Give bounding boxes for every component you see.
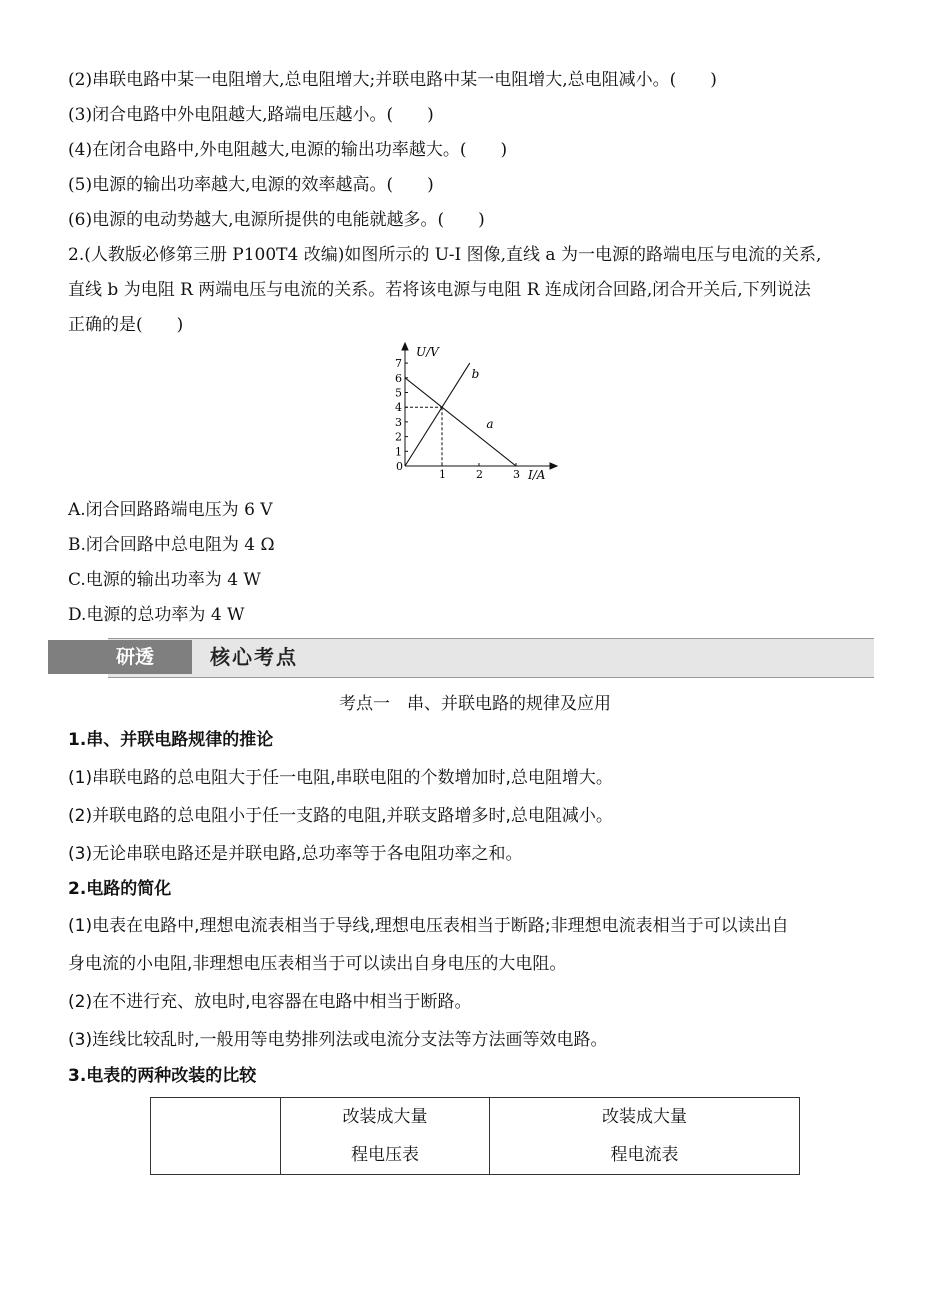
point3-heading: 3.电表的两种改装的比较 (68, 1066, 257, 1086)
judge-item-3: (3)闭合电路中外电阻越大,路端电压越小。( ) (68, 105, 434, 125)
judge-item-5: (5)电源的输出功率越大,电源的效率越高。( ) (68, 175, 434, 195)
section-tab: 研透 (78, 640, 192, 674)
y-tick-label: 1 (395, 445, 402, 459)
series-label-b: b (471, 366, 480, 381)
point1-heading: 1.串、并联电路规律的推论 (68, 730, 274, 750)
y-tick-label: 3 (395, 415, 402, 429)
option-d: D.电源的总功率为 4 W (68, 605, 245, 625)
y-tick-label: 5 (395, 386, 402, 400)
x-tick-label: 1 (439, 468, 446, 481)
table-header-ammeter (490, 1098, 800, 1175)
table-header-voltmeter-l2: 程电压表 (351, 1145, 419, 1165)
y-axis-arrow (402, 343, 408, 350)
y-tick-label: 7 (395, 357, 402, 371)
point1-item-3: (3)无论串联电路还是并联电路,总功率等于各电阻功率之和。 (68, 844, 523, 864)
x-axis-label: I/A (528, 468, 546, 482)
series-line-a (405, 378, 516, 466)
point1-item-1: (1)串联电路的总电阻大于任一电阻,串联电阻的个数增加时,总电阻增大。 (68, 768, 613, 788)
x-axis-arrow (550, 463, 557, 469)
topic-title: 考点一 串、并联电路的规律及应用 (339, 694, 611, 714)
section-title: 核心考点 (210, 645, 298, 669)
point2-item-3: (3)连线比较乱时,一般用等电势排列法或电流分支法等方法画等效电路。 (68, 1030, 608, 1050)
question2-line1: 2.(人教版必修第三册 P100T4 改编)如图所示的 U-I 图像,直线 a 为一电源的路端电压与电流的关系, (68, 245, 822, 265)
judge-item-2: (2)串联电路中某一电阻增大,总电阻增大;并联电路中某一电阻增大,总电阻减小。( ) (68, 70, 717, 90)
question2-line2: 直线 b 为电阻 R 两端电压与电流的关系。若将该电源与电阻 R 连成闭合回路,闭合开关后,下列说法 (68, 280, 811, 300)
table-row (151, 1098, 800, 1175)
x-tick-label: 3 (513, 468, 520, 481)
judge-item-6: (6)电源的电动势越大,电源所提供的电能就越多。( ) (68, 210, 485, 230)
table-header-voltmeter (281, 1098, 490, 1175)
option-a: A.闭合回路路端电压为 6 V (68, 500, 273, 520)
point1-item-2: (2)并联电路的总电阻小于任一支路的电阻,并联支路增多时,总电阻减小。 (68, 806, 613, 826)
option-b: B.闭合回路中总电阻为 4 Ω (68, 535, 275, 555)
option-c: C.电源的输出功率为 4 W (68, 570, 261, 590)
table-header-ammeter-l2: 程电流表 (610, 1145, 679, 1165)
series-label-a: a (486, 416, 494, 431)
series-line-b (405, 363, 470, 466)
question2-line3: 正确的是( ) (68, 315, 184, 335)
table-header-ammeter-l1: 改装成大量 (602, 1107, 687, 1127)
origin-label: 0 (396, 460, 403, 473)
point2-heading: 2.电路的简化 (68, 879, 172, 899)
judge-item-4: (4)在闭合电路中,外电阻越大,电源的输出功率越大。( ) (68, 140, 508, 160)
point2-item-1-line2: 身电流的小电阻,非理想电压表相当于可以读出自身电压的大电阻。 (68, 954, 567, 974)
table-corner-cell (151, 1098, 281, 1175)
y-tick-label: 4 (395, 401, 402, 415)
comparison-table (150, 1097, 800, 1175)
ui-graph (390, 342, 560, 487)
x-tick-label: 2 (476, 468, 483, 481)
point2-item-1-line1: (1)电表在电路中,理想电流表相当于导线,理想电压表相当于断路;非理想电流表相当于可以读出自 (68, 916, 789, 936)
y-axis-label: U/V (416, 345, 439, 359)
y-tick-label: 6 (395, 371, 402, 385)
y-tick-label: 2 (395, 430, 402, 444)
point2-item-2: (2)在不进行充、放电时,电容器在电路中相当于断路。 (68, 992, 472, 1012)
table-header-voltmeter-l1: 改装成大量 (342, 1107, 428, 1127)
